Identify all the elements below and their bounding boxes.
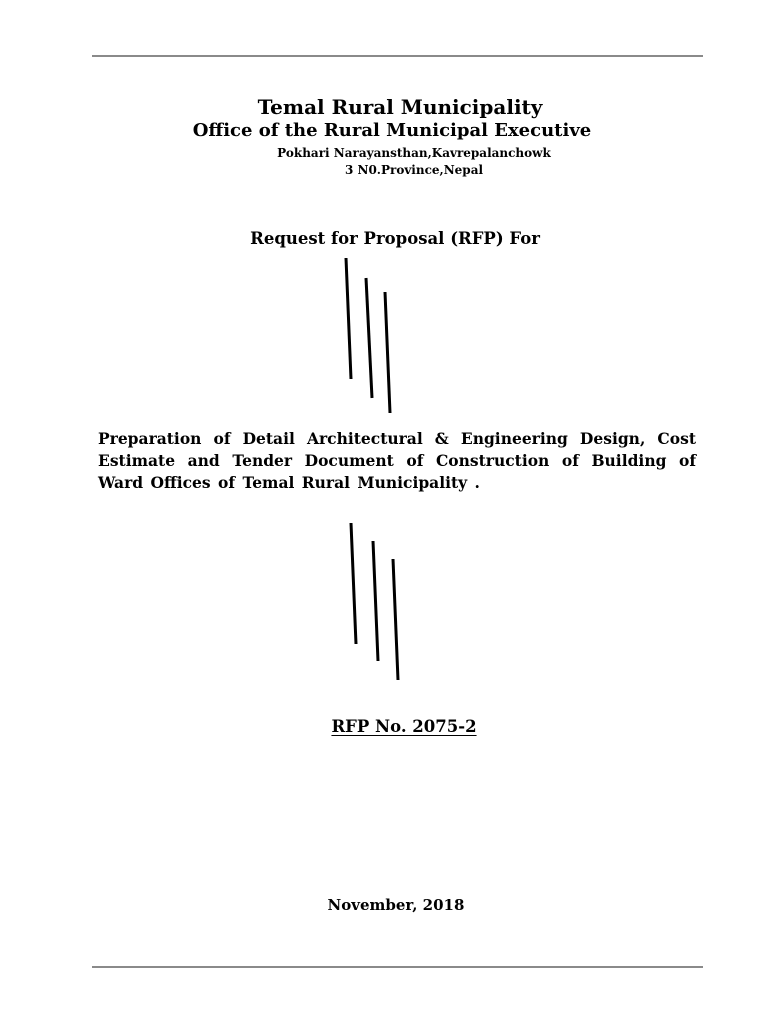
document-date: November, 2018 <box>327 896 465 914</box>
rfp-number <box>19 717 770 736</box>
stroke-line-3 <box>385 292 390 413</box>
stroke-line-5 <box>373 541 378 661</box>
address-line-2: 3 N0.Province,Nepal <box>344 163 484 177</box>
address-line-1: Pokhari Narayansthan,Kavrepalanchowk <box>277 146 551 160</box>
office-name: Office of the Rural Municipal Executive <box>192 120 592 141</box>
stroke-line-4 <box>351 523 356 644</box>
organization-name: Temal Rural Municipality <box>257 95 543 119</box>
stroke-line-6 <box>393 559 398 680</box>
rfp-heading: Request for Proposal (RFP) For <box>250 229 540 248</box>
rfp-number-text: RFP No. 2075-2 <box>331 717 477 736</box>
project-title-part-2: Ward Offices of Temal Rural Municipality . <box>98 473 480 492</box>
stroke-line-1 <box>346 258 351 379</box>
project-title <box>98 428 696 494</box>
project-title-part-1: Preparation of Detail Architectural & Engineering Design, Cost Estimate and Tender Document of Construction of Building of <box>98 429 696 470</box>
stroke-line-2 <box>366 278 372 398</box>
bottom-divider <box>92 966 703 968</box>
